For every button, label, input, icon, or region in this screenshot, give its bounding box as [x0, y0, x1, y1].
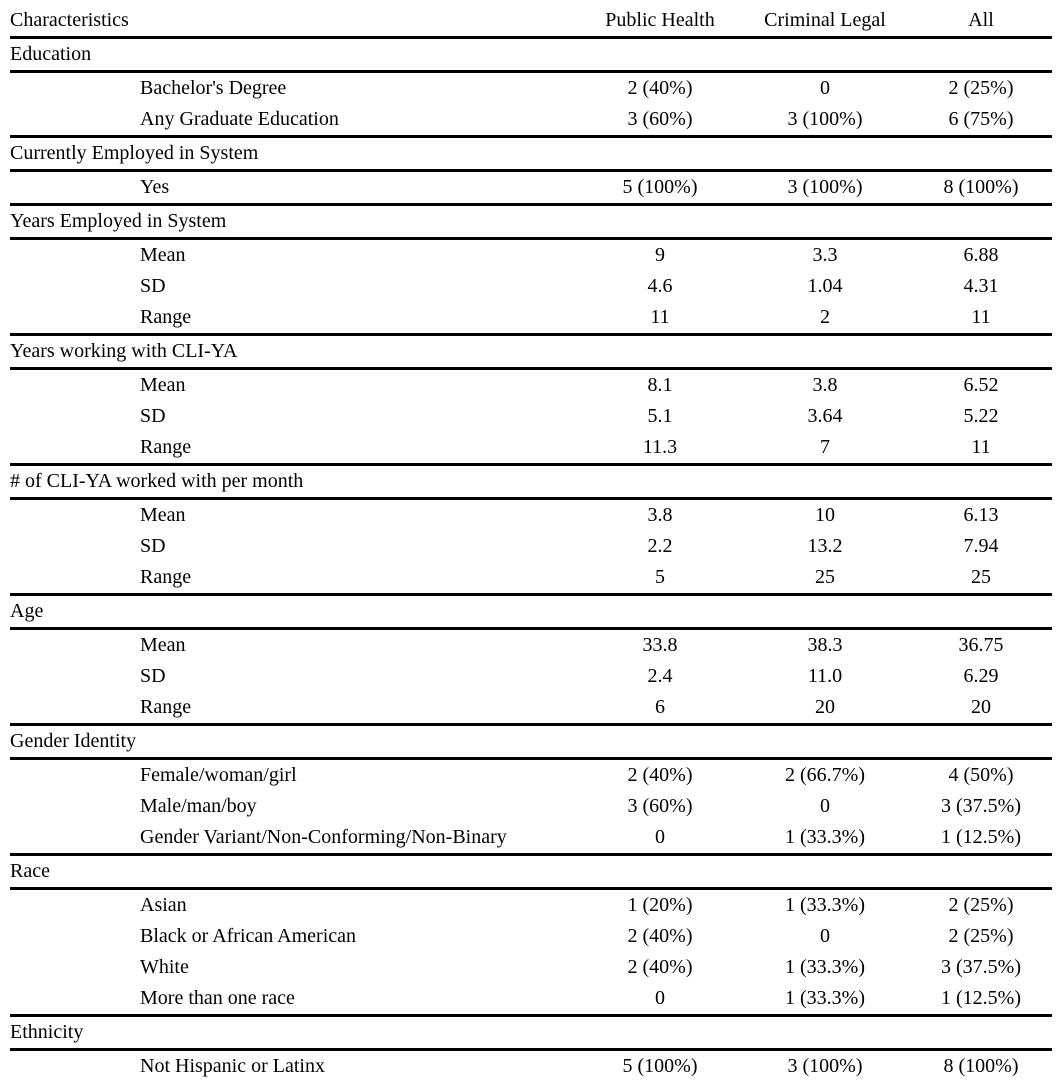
cell-value: 8.1 — [580, 369, 740, 402]
cell-value: 1 (20%) — [580, 889, 740, 922]
cell-value: 25 — [910, 562, 1052, 595]
cell-value: 0 — [740, 791, 910, 822]
cell-value: 2 (25%) — [910, 921, 1052, 952]
row-label: More than one race — [10, 983, 580, 1016]
cell-value: 6.52 — [910, 369, 1052, 402]
cell-value: 3 (100%) — [740, 171, 910, 205]
row-label: SD — [10, 271, 580, 302]
row-label: Range — [10, 432, 580, 465]
section-title: Gender Identity — [10, 725, 1052, 759]
cell-value: 11.0 — [740, 661, 910, 692]
cell-value: 3 (100%) — [740, 104, 910, 137]
cell-value: 2 (25%) — [910, 889, 1052, 922]
row-label: White — [10, 952, 580, 983]
cell-value: 1 (12.5%) — [910, 822, 1052, 855]
row-label: SD — [10, 401, 580, 432]
row-label: Bachelor's Degree — [10, 72, 580, 105]
data-row — [10, 791, 1052, 822]
data-row — [10, 921, 1052, 952]
data-row — [10, 499, 1052, 532]
cell-value: 6.29 — [910, 661, 1052, 692]
data-row — [10, 432, 1052, 465]
section-header-row — [10, 855, 1052, 889]
cell-value: 9 — [580, 239, 740, 272]
cell-value: 13.2 — [740, 531, 910, 562]
cell-value: 0 — [580, 983, 740, 1016]
cell-value: 3 (60%) — [580, 104, 740, 137]
cell-value: 0 — [580, 822, 740, 855]
cell-value: 2 (40%) — [580, 921, 740, 952]
cell-value: 2 (40%) — [580, 72, 740, 105]
section-header-row — [10, 137, 1052, 171]
row-label: SD — [10, 531, 580, 562]
column-header-public-health: Public Health — [580, 5, 740, 38]
section-header-row — [10, 595, 1052, 629]
data-row — [10, 759, 1052, 792]
data-row — [10, 531, 1052, 562]
section-title: Years working with CLI-YA — [10, 335, 1052, 369]
cell-value: 2.4 — [580, 661, 740, 692]
row-label: Black or African American — [10, 921, 580, 952]
cell-value: 8 (100%) — [910, 1050, 1052, 1082]
section-header-row — [10, 38, 1052, 72]
cell-value: 2 — [740, 302, 910, 335]
data-row — [10, 562, 1052, 595]
cell-value: 8 (100%) — [910, 171, 1052, 205]
cell-value: 6.13 — [910, 499, 1052, 532]
cell-value: 11 — [910, 302, 1052, 335]
column-header-criminal-legal: Criminal Legal — [740, 5, 910, 38]
cell-value: 5.22 — [910, 401, 1052, 432]
cell-value: 6 (75%) — [910, 104, 1052, 137]
cell-value: 2 (66.7%) — [740, 759, 910, 792]
section-title: Education — [10, 38, 1052, 72]
cell-value: 10 — [740, 499, 910, 532]
data-row — [10, 952, 1052, 983]
cell-value: 11 — [910, 432, 1052, 465]
cell-value: 7 — [740, 432, 910, 465]
cell-value: 1.04 — [740, 271, 910, 302]
cell-value: 11 — [580, 302, 740, 335]
cell-value: 5 (100%) — [580, 1050, 740, 1082]
table-header-row — [10, 5, 1052, 38]
row-label: Range — [10, 302, 580, 335]
data-row — [10, 1050, 1052, 1082]
row-label: Range — [10, 562, 580, 595]
cell-value: 4.6 — [580, 271, 740, 302]
row-label: Not Hispanic or Latinx — [10, 1050, 580, 1082]
cell-value: 36.75 — [910, 629, 1052, 662]
row-label: SD — [10, 661, 580, 692]
row-label: Mean — [10, 369, 580, 402]
section-title: Years Employed in System — [10, 205, 1052, 239]
cell-value: 1 (12.5%) — [910, 983, 1052, 1016]
data-row — [10, 171, 1052, 205]
cell-value: 0 — [740, 72, 910, 105]
data-row — [10, 72, 1052, 105]
section-title: Race — [10, 855, 1052, 889]
cell-value: 20 — [740, 692, 910, 725]
cell-value: 3 (37.5%) — [910, 791, 1052, 822]
column-header-characteristics: Characteristics — [10, 5, 580, 38]
characteristics-table — [10, 5, 1052, 1082]
cell-value: 11.3 — [580, 432, 740, 465]
data-row — [10, 629, 1052, 662]
cell-value: 3.64 — [740, 401, 910, 432]
section-header-row — [10, 335, 1052, 369]
row-label: Mean — [10, 499, 580, 532]
cell-value: 3 (37.5%) — [910, 952, 1052, 983]
cell-value: 0 — [740, 921, 910, 952]
cell-value: 5.1 — [580, 401, 740, 432]
row-label: Any Graduate Education — [10, 104, 580, 137]
row-label: Male/man/boy — [10, 791, 580, 822]
cell-value: 1 (33.3%) — [740, 822, 910, 855]
cell-value: 2 (40%) — [580, 759, 740, 792]
row-label: Gender Variant/Non-Conforming/Non-Binary — [10, 822, 580, 855]
data-row — [10, 302, 1052, 335]
section-title: # of CLI-YA worked with per month — [10, 465, 1052, 499]
cell-value: 1 (33.3%) — [740, 889, 910, 922]
cell-value: 1 (33.3%) — [740, 983, 910, 1016]
cell-value: 20 — [910, 692, 1052, 725]
cell-value: 2 (25%) — [910, 72, 1052, 105]
data-row — [10, 692, 1052, 725]
cell-value: 5 (100%) — [580, 171, 740, 205]
row-label: Yes — [10, 171, 580, 205]
section-title: Age — [10, 595, 1052, 629]
row-label: Asian — [10, 889, 580, 922]
data-row — [10, 239, 1052, 272]
cell-value: 6 — [580, 692, 740, 725]
cell-value: 1 (33.3%) — [740, 952, 910, 983]
data-row — [10, 271, 1052, 302]
cell-value: 2 (40%) — [580, 952, 740, 983]
cell-value: 33.8 — [580, 629, 740, 662]
data-row — [10, 369, 1052, 402]
row-label: Female/woman/girl — [10, 759, 580, 792]
column-header-all: All — [910, 5, 1052, 38]
cell-value: 38.3 — [740, 629, 910, 662]
section-title: Ethnicity — [10, 1016, 1052, 1050]
cell-value: 4 (50%) — [910, 759, 1052, 792]
section-header-row — [10, 205, 1052, 239]
data-row — [10, 983, 1052, 1016]
cell-value: 25 — [740, 562, 910, 595]
cell-value: 7.94 — [910, 531, 1052, 562]
cell-value: 3.3 — [740, 239, 910, 272]
cell-value: 2.2 — [580, 531, 740, 562]
cell-value: 3.8 — [740, 369, 910, 402]
row-label: Mean — [10, 629, 580, 662]
cell-value: 6.88 — [910, 239, 1052, 272]
section-title: Currently Employed in System — [10, 137, 1052, 171]
data-row — [10, 661, 1052, 692]
cell-value: 5 — [580, 562, 740, 595]
data-row — [10, 401, 1052, 432]
cell-value: 4.31 — [910, 271, 1052, 302]
row-label: Mean — [10, 239, 580, 272]
table-body — [10, 38, 1052, 1082]
data-row — [10, 889, 1052, 922]
section-header-row — [10, 1016, 1052, 1050]
row-label: Range — [10, 692, 580, 725]
cell-value: 3 (100%) — [740, 1050, 910, 1082]
section-header-row — [10, 465, 1052, 499]
data-row — [10, 822, 1052, 855]
cell-value: 3 (60%) — [580, 791, 740, 822]
section-header-row — [10, 725, 1052, 759]
cell-value: 3.8 — [580, 499, 740, 532]
data-row — [10, 104, 1052, 137]
